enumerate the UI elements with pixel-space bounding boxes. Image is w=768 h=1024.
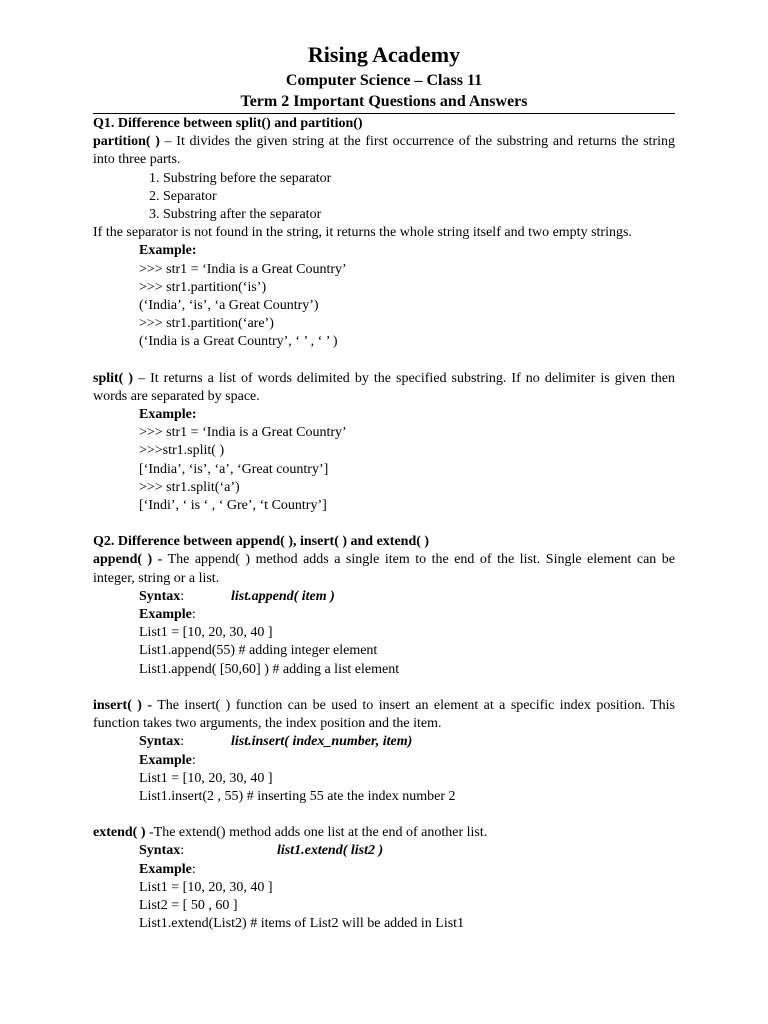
colon: :: [180, 588, 185, 604]
extend-syntax-line: [93, 842, 675, 860]
doc-subtitle-2: Term 2 Important Questions and Answers: [240, 93, 528, 110]
colon: :: [191, 752, 196, 768]
code-line: >>> str1 = ‘India is a Great Country’: [139, 261, 347, 277]
code-line: >>> str1.split(‘a’): [139, 479, 240, 495]
code-line: List1 = [10, 20, 30, 40 ]: [139, 879, 273, 895]
syntax-label: Syntax: [139, 588, 181, 604]
syntax-label: Syntax: [139, 843, 181, 859]
insert-paragraph: [93, 697, 675, 733]
extend-desc: -The extend() method adds one list at the end of another list.: [145, 825, 488, 841]
doc-title: Rising Academy: [307, 42, 461, 67]
code-line: >>> str1.partition(‘is’): [139, 279, 267, 295]
code-line: (‘India is a Great Country’, ‘ ’ , ‘ ’ ): [139, 334, 338, 350]
colon: :: [180, 843, 185, 859]
code-line: [‘India’, ‘is’, ‘a’, ‘Great country’]: [139, 461, 329, 477]
header-rule: [93, 113, 675, 114]
colon: :: [191, 861, 196, 877]
extend-paragraph: [93, 824, 675, 842]
split-example-label: Example:: [139, 407, 197, 423]
colon: :: [180, 734, 185, 750]
append-example-line: [93, 606, 675, 624]
document-page: [93, 40, 675, 933]
extend-syntax: list1.extend( list2 ): [277, 843, 384, 859]
list-item: 2. Separator: [163, 188, 675, 206]
split-term: split( ): [93, 370, 134, 386]
example-label: Example: [139, 607, 192, 623]
not-found-paragraph: If the separator is not found in the string, it returns the whole string itself and two empty strings.: [93, 225, 632, 241]
insert-example-line: [93, 752, 675, 770]
code-line: >>> str1.partition(‘are’): [139, 316, 274, 332]
example-label: Example: [139, 752, 192, 768]
extend-example-line: [93, 861, 675, 879]
append-syntax: list.append( item ): [231, 588, 335, 604]
spacer: [93, 679, 675, 697]
partition-parts-list: [93, 170, 675, 225]
partition-paragraph: [93, 133, 675, 169]
append-term: append( ) -: [93, 552, 163, 568]
code-line: [‘Indi’, ‘ is ‘ , ‘ Gre’, ‘t Country’]: [139, 498, 327, 514]
code-line: List1.insert(2 , 55) # inserting 55 ate the index number 2: [139, 788, 456, 804]
code-line: >>>str1.split( ): [139, 443, 225, 459]
code-line: List1 = [10, 20, 30, 40 ]: [139, 770, 273, 786]
code-line: (‘India’, ‘is’, ‘a Great Country’): [139, 298, 319, 314]
insert-syntax-line: [93, 733, 675, 751]
code-line: List1 = [10, 20, 30, 40 ]: [139, 625, 273, 641]
partition-term: partition( ): [93, 134, 160, 150]
colon: :: [191, 607, 196, 623]
spacer: [93, 806, 675, 824]
code-line: List2 = [ 50 , 60 ]: [139, 897, 238, 913]
insert-desc: The insert( ) function can be used to insert an element at a specific index position. This function takes two arguments, the index position and the item.: [93, 697, 675, 732]
spacer: [93, 352, 675, 370]
append-paragraph: [93, 551, 675, 587]
split-desc: – It returns a list of words delimited by the specified substring. If no delimiter is given then words are separated by space.: [93, 370, 675, 404]
extend-term: extend( ): [93, 825, 146, 841]
code-line: List1.extend(List2) # items of List2 will be added in List1: [139, 916, 465, 932]
insert-syntax: list.insert( index_number, item): [231, 734, 413, 750]
q2-heading: Q2. Difference between append( ), insert( ) and extend( ): [93, 534, 430, 550]
list-item: 3. Substring after the separator: [163, 206, 675, 224]
example-label: Example: [139, 861, 192, 877]
list-item: 1. Substring before the separator: [163, 170, 675, 188]
append-syntax-line: [93, 588, 675, 606]
doc-subtitle: Computer Science – Class 11: [285, 72, 483, 89]
partition-example-label: Example:: [139, 243, 197, 259]
code-line: >>> str1 = ‘India is a Great Country’: [139, 425, 347, 441]
q1-heading: Q1. Difference between split() and partition(): [93, 116, 363, 131]
code-line: List1.append(55) # adding integer element: [139, 643, 378, 659]
code-line: List1.append( [50,60] ) # adding a list element: [139, 661, 400, 677]
partition-desc: – It divides the given string at the first occurrence of the substring and returns the string into three parts.: [93, 134, 675, 168]
syntax-label: Syntax: [139, 734, 181, 750]
insert-term: insert( ) -: [93, 697, 153, 713]
split-paragraph: [93, 370, 675, 406]
spacer: [93, 515, 675, 533]
append-desc: The append( ) method adds a single item to the end of the list. Single element can be integer, string or a list.: [93, 552, 675, 586]
